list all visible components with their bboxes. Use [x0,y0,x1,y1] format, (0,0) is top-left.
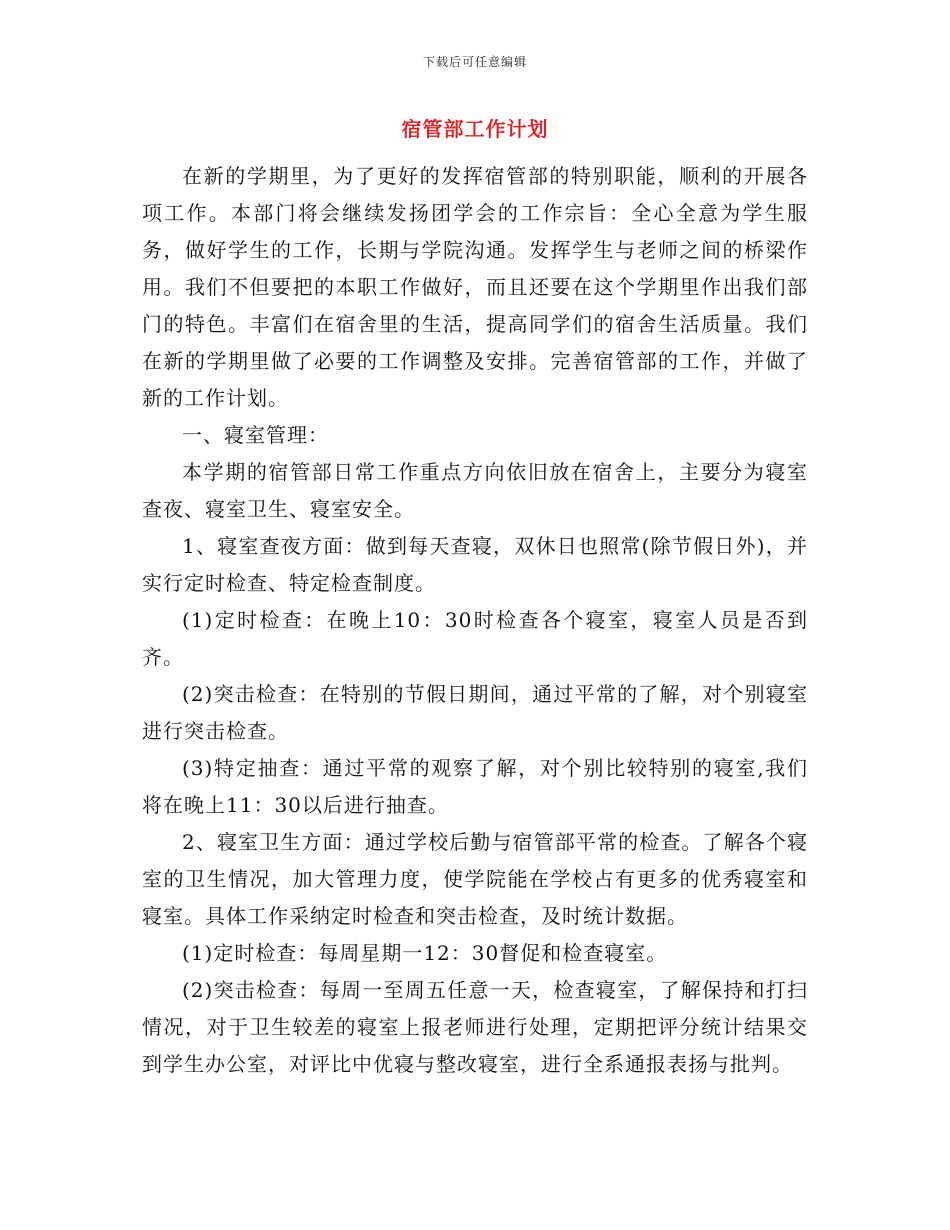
paragraph-dorm-focus: 本学期的宿管部日常工作重点方向依旧放在宿舍上，主要分为寝室查夜、寝室卫生、寝室安全。 [142,460,808,521]
paragraph-scheduled-check: (1)定时检查：在晚上10：30时检查各个寝室，寝室人员是否到齐。 [142,608,808,669]
page-header: 下载后可任意编辑 [422,55,527,69]
document-title: 宿管部工作计划 [401,117,549,141]
paragraph-surprise-check: (2)突击检查：在特别的节假日期间，通过平常的了解，对个别寝室进行突击检查。 [142,682,808,743]
paragraph-spot-check: (3)特定抽查：通过平常的观察了解，对个别比较特别的寝室,我们将在晚上11：30以后进行抽查。 [142,756,808,817]
paragraph-night-check: 1、寝室查夜方面：做到每天查寝，双休日也照常(除节假日外)，并实行定时检查、特定检查制度。 [142,534,808,595]
paragraph-hygiene-scheduled: (1)定时检查：每周星期一12：30督促和检查寝室。 [182,941,668,965]
paragraph-hygiene: 2、寝室卫生方面：通过学校后勤与宿管部平常的检查。了解各个寝室的卫生情况，加大管理力度，使学院能在学校占有更多的优秀寝室和寝室。具体工作采纳定时检查和突击检查，及时统计数据。 [142,830,808,928]
document-body [142,158,808,1083]
paragraph-hygiene-surprise: (2)突击检查：每周一至周五任意一天，检查寝室，了解保持和打扫情况，对于卫生较差的寝室上报老师进行处理，定期把评分统计结果交到学生办公室，对评比中优寝与整改寝室，进行全系通报表扬与批判。 [142,978,808,1076]
section-heading-dorm-management: 一、寝室管理： [182,423,329,447]
paragraph-intro: 在新的学期里，为了更好的发挥宿管部的特别职能，顺利的开展各项工作。本部门将会继续发扬团学会的工作宗旨：全心全意为学生服务，做好学生的工作，长期与学院沟通。发挥学生与老师之间的桥梁作用。我们不但要把的本职工作做好，而且还要在这个学期里作出我们部门的特色。丰富们在宿舍里的生活，提高同学们的宿舍生活质量。我们在新的学期里做了必要的工作调整及安排。完善宿管部的工作，并做了新的工作计划。 [142,164,808,410]
